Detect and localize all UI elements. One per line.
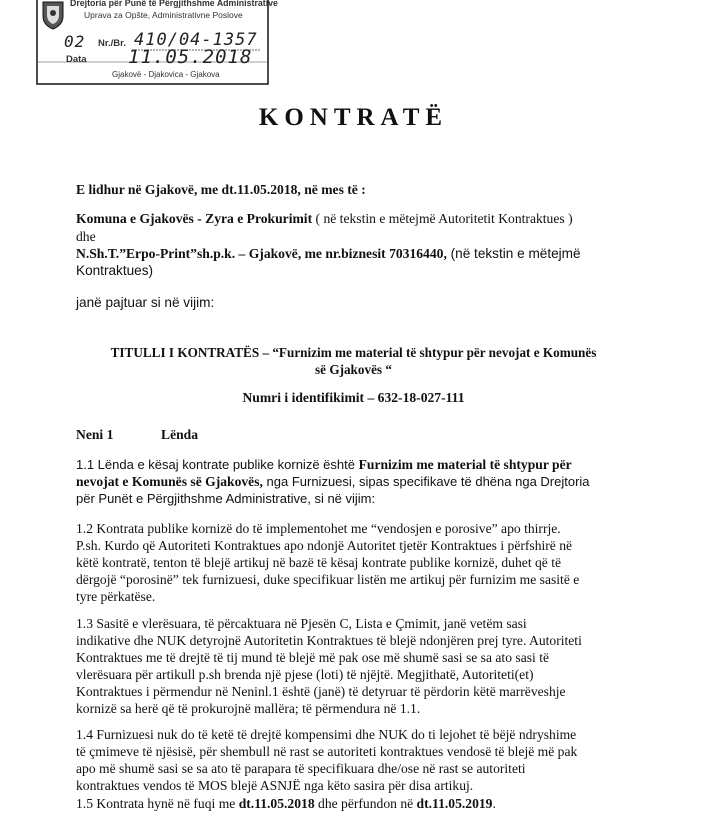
stamp-date-label: Data — [66, 54, 87, 65]
municipality-emblem-icon — [40, 0, 66, 30]
party1-name: Komuna e Gjakovës - Zyra e Prokurimit — [76, 211, 313, 226]
p1-2-line4: dërgojë “porosinë” tek furnizuesi, duke specifikuar listën me artikuj për furnizim me sasitë e — [76, 572, 580, 587]
p1-1-line3: për Punët e Përgjithshme Administrative, si në vijim: — [76, 491, 376, 506]
p1-2-line2: P.sh. Kurdo që Autoriteti Kontraktues apo ndonjë Autoritet tjetër Kontraktues i përfshirë në — [76, 538, 573, 553]
p1-4-line3: apo më shumë sasi se sa ato të parapara të specifikuara dhe/ose në rast se autoriteti — [76, 761, 526, 776]
stamp-place: Gjakovë - Djakovica - Gjakova — [112, 70, 220, 79]
p1-3-line1: 1.3 Sasitë e vlerësuara, të përcaktuara në Pjesën C, Lista e Çmimit, janë vetëm sasi — [76, 616, 527, 631]
stamp-department-albanian: Drejtoria për Punë të Përgjithshme Administrative — [70, 0, 278, 8]
party1-line — [76, 210, 573, 228]
identifier: Numri i identifikimit – 632-18-027-111 — [242, 390, 465, 405]
p1-2-line3: këtë kontratë, tenton të blejë artikuj në bazë të kësaj kontrate publike kornizë, duhet që të — [76, 555, 562, 570]
contract-title-line2: së Gjakovës “ — [315, 362, 392, 377]
party2-desc-cont: Kontraktues) — [76, 263, 154, 278]
stamp-nr-value: 410/04-1357 — [134, 30, 258, 50]
party2-name: N.Sh.T.”Erpo-Print”sh.p.k. – Gjakovë, me nr.biznesit 70316440, — [76, 246, 447, 261]
party1-desc: ( në tekstin e mëtejmë Autoritetit Kontraktues ) — [312, 211, 573, 226]
registration-stamp — [36, 0, 278, 88]
and-word: dhe — [76, 229, 96, 244]
p1-2-line5: tyre përkatëse. — [76, 589, 156, 604]
p1-3-line2: indikative dhe NUK detyrojnë Autoritetin Kontraktues të blejë ndonjëren prej tyre. Autoriteti — [76, 633, 582, 648]
party2-desc: (në tekstin e mëtejmë — [446, 246, 581, 261]
p1-1-line2: nevojat e Komunës së Gjakovës, nga Furnizuesi, sipas specifikave të dhëna nga Drejtoria — [76, 474, 590, 489]
p1-3-line5: Kontraktues i përmendur në Neninl.1 është (janë) të detyruar të përdorin këtë marrëveshje — [76, 684, 566, 699]
intro-line: E lidhur në Gjakovë, me dt.11.05.2018, në mes të : — [76, 182, 366, 197]
p1-3-line4: vlerësuara për artikull p.sh brenda një pjese (loti) të njëjtë. Megjithatë, Autoriteti(et) — [76, 667, 534, 682]
article-label: Neni 1 — [76, 427, 114, 442]
document-title: KONTRATË — [258, 104, 449, 131]
p1-5-line: 1.5 Kontrata hynë në fuqi me dt.11.05.2018 dhe përfundon në dt.11.05.2019. — [76, 796, 496, 811]
stamp-department-serbian: Uprava za Opšte, Administrativne Poslove — [84, 10, 243, 20]
agreed-line: janë pajtuar si në vijim: — [76, 295, 215, 310]
stamp-nr-label: Nr./Br. — [98, 38, 126, 49]
p1-3-line3: Kontraktues me të drejtë të tij mund të blejë më pak ose më shumë sasi se sa ato sasi të — [76, 650, 550, 665]
p1-4-line4: kontraktues vendos të MOS blejë ASNJË nga këto sasira për disa artikuj. — [76, 778, 474, 793]
p1-1-line1: 1.1 Lënda e kësaj kontrate publike kornizë është Furnizim me material të shtypur për — [76, 457, 572, 472]
p1-3-line6: kornizë sa herë që të prokurojnë mallëra; të përmendura në 1.1. — [76, 701, 421, 716]
stamp-nr-prefix: 02 — [64, 32, 86, 51]
stamp-date-value: 11.05.2018 — [128, 46, 253, 68]
party2-line — [76, 245, 581, 263]
p1-4-line2: të çmimeve të njësisë, për shembull në rast se autoriteti kontraktues vendosë të blejë më pak — [76, 744, 578, 759]
contract-title-line1: TITULLI I KONTRATËS – “Furnizim me material të shtypur për nevojat e Komunës — [110, 345, 597, 360]
article-subject: Lënda — [161, 427, 199, 442]
p1-2-line1: 1.2 Kontrata publike kornizë do të implementohet me “vendosjen e porosive” apo thirrje. — [76, 521, 561, 536]
p1-4-line1: 1.4 Furnizuesi nuk do të ketë të drejtë kompensimi dhe NUK do ti lejohet të bëjë ndryshime — [76, 727, 577, 742]
